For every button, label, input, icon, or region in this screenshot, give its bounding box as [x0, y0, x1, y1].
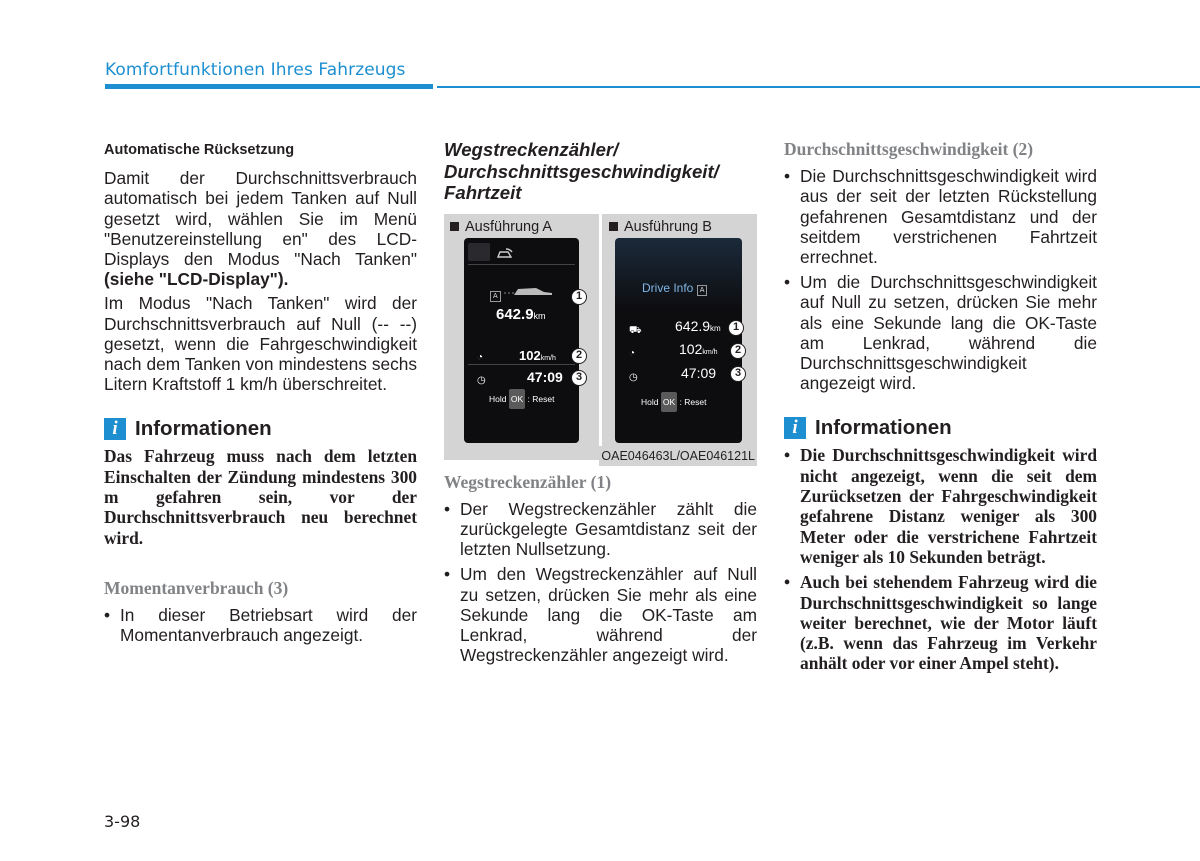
list-item: • Um den Wegstreckenzähler auf Null zu setzen, drücken Sie mehr als eine Sekunde lang die OK-Taste am Lenkrad, während der Wegstreckenzähler angezeigt wird.: [444, 564, 757, 665]
header-accent-bar: [105, 84, 433, 89]
subheading-auto-reset: Automatische Rücksetzung: [104, 142, 295, 158]
divider: [468, 264, 575, 265]
page-number: 3-98: [104, 812, 141, 831]
odometer-value: 642.9km: [675, 317, 721, 334]
speed-gauge-icon: ◔: [629, 347, 636, 359]
callout-3-b: 3: [730, 366, 746, 382]
column-right: [784, 140, 1097, 679]
figure-divider: [599, 214, 602, 460]
square-bullet-icon: [450, 222, 459, 231]
info-list-item: • Die Durchschnittsgeschwindigkeit wird nicht angezeigt, wenn die seit dem Zurücksetzen der Fahrgeschwindigkeit gefahrene Distanz weniger als 300 Meter oder die verstrichene Fahrtzeit weniger als 10 Sekunden beträgt.: [784, 445, 1097, 567]
avg-speed-value: 102km/h: [679, 340, 718, 357]
speed-gauge-icon: ◔: [477, 351, 484, 363]
callout-1-a: 1: [571, 289, 587, 305]
paragraph-after-refuel: Im Modus "Nach Tanken" wird der Durchschnittsverbrauch auf Null (-- --) gesetzt, wenn die Fahrgeschwindigkeit nach dem Tanken von mindestens sechs Litern Kraftstoff 1 km/h überschreitet.: [104, 293, 417, 395]
lcd-screen-a: [464, 238, 579, 443]
info-heading: [784, 417, 1097, 439]
section-heading-odometer: Wegstreckenzähler (1): [444, 471, 612, 492]
column-left: [104, 140, 417, 651]
lcd-screen-b: [615, 238, 742, 443]
list-item: • Der Wegstreckenzähler zählt die zurückgelegte Gesamtdistanz seit der letzten Nullsetzung.: [444, 499, 757, 560]
divider: [468, 364, 575, 365]
avg-speed-value: 102km/h: [519, 347, 556, 363]
callout-2-b: 2: [730, 343, 746, 359]
clock-icon: ◷: [477, 374, 486, 386]
trip-car-icon: [496, 245, 514, 265]
info-icon: i: [784, 417, 806, 439]
drive-time-value: 47:09: [681, 364, 717, 381]
menu-tab-icon: [468, 243, 490, 261]
callout-3-a: 3: [571, 370, 587, 386]
section-title-trip: Wegstreckenzähler/ Durchschnittsgeschwindigkeit/ Fahrtzeit: [444, 139, 719, 203]
list-item: • Die Durchschnittsgeschwindigkeit wird aus der seit der letzten Rückstellung gefahrenen Gesamtdistanz und der seitdem verstrichenen Fahrtzeit errechnet.: [784, 166, 1097, 267]
car-icon: [504, 281, 554, 301]
header-rule: [437, 86, 1200, 88]
car-icon: ⛟: [629, 324, 642, 336]
section-heading-instant-consumption: Momentanverbrauch (3): [104, 577, 289, 598]
callout-1-b: 1: [728, 320, 744, 336]
info-text: Das Fahrzeug muss nach dem letzten Einschalten der Zündung mindestens 300 m gefahren sein, vor der Durchschnittsverbrauch neu berechnet wird.: [104, 446, 417, 548]
figure-label-b: [609, 217, 712, 237]
figure-label-a-text: Ausführung A: [465, 218, 553, 235]
info-label: Informationen: [815, 416, 952, 440]
column-middle: [444, 140, 757, 670]
figure-label-a: [450, 217, 552, 237]
paragraph-auto-reset: [104, 168, 417, 289]
info-list-item: • Auch bei stehendem Fahrzeug wird die Durchschnittsgeschwindigkeit so lange weiter berechnet, wie der Motor läuft (z.B. wenn das Fahrzeug im Verkehr anhält oder vor einer Ampel steht).: [784, 572, 1097, 673]
info-label: Informationen: [135, 417, 272, 441]
drive-time-value: 47:09: [527, 368, 563, 385]
trip-badge: A: [490, 282, 501, 302]
list-item: • In dieser Betriebsart wird der Momentanverbrauch angezeigt.: [104, 605, 417, 645]
list-item: • Um die Durchschnittsgeschwindigkeit auf Null zu setzen, drücken Sie mehr als eine Sekunde lang die OK-Taste am Lenkrad, während die Durchschnittsgeschwindigkeit angezeigt wird.: [784, 272, 1097, 393]
figure-caption: OAE046463L/OAE046121L: [599, 446, 757, 466]
cross-reference: (siehe "LCD-Display").: [104, 269, 289, 290]
drive-info-title: Drive Info A: [642, 278, 707, 298]
info-heading: [104, 418, 417, 440]
running-header: Komfortfunktionen Ihres Fahrzeugs: [105, 60, 406, 80]
square-bullet-icon: [609, 222, 618, 231]
clock-icon: ◷: [629, 371, 638, 383]
hold-reset-hint: Hold OK : Reset: [489, 389, 554, 409]
section-heading-avg-speed: Durchschnittsgeschwindigkeit (2): [784, 139, 1034, 159]
cluster-figure: [444, 214, 757, 463]
callout-2-a: 2: [571, 348, 587, 364]
hold-reset-hint: Hold OK : Reset: [641, 392, 706, 412]
figure-label-b-text: Ausführung B: [624, 218, 712, 235]
info-icon: i: [104, 418, 126, 440]
odometer-value: 642.9km: [496, 305, 546, 323]
paragraph-text: Damit der Durchschnittsverbrauch automatisch bei jedem Tanken auf Null gesetzt wird, wählen Sie im Menü "Benutzereinstellung en" des LCD-Displays den Modus "Nach Tanken": [104, 168, 417, 270]
